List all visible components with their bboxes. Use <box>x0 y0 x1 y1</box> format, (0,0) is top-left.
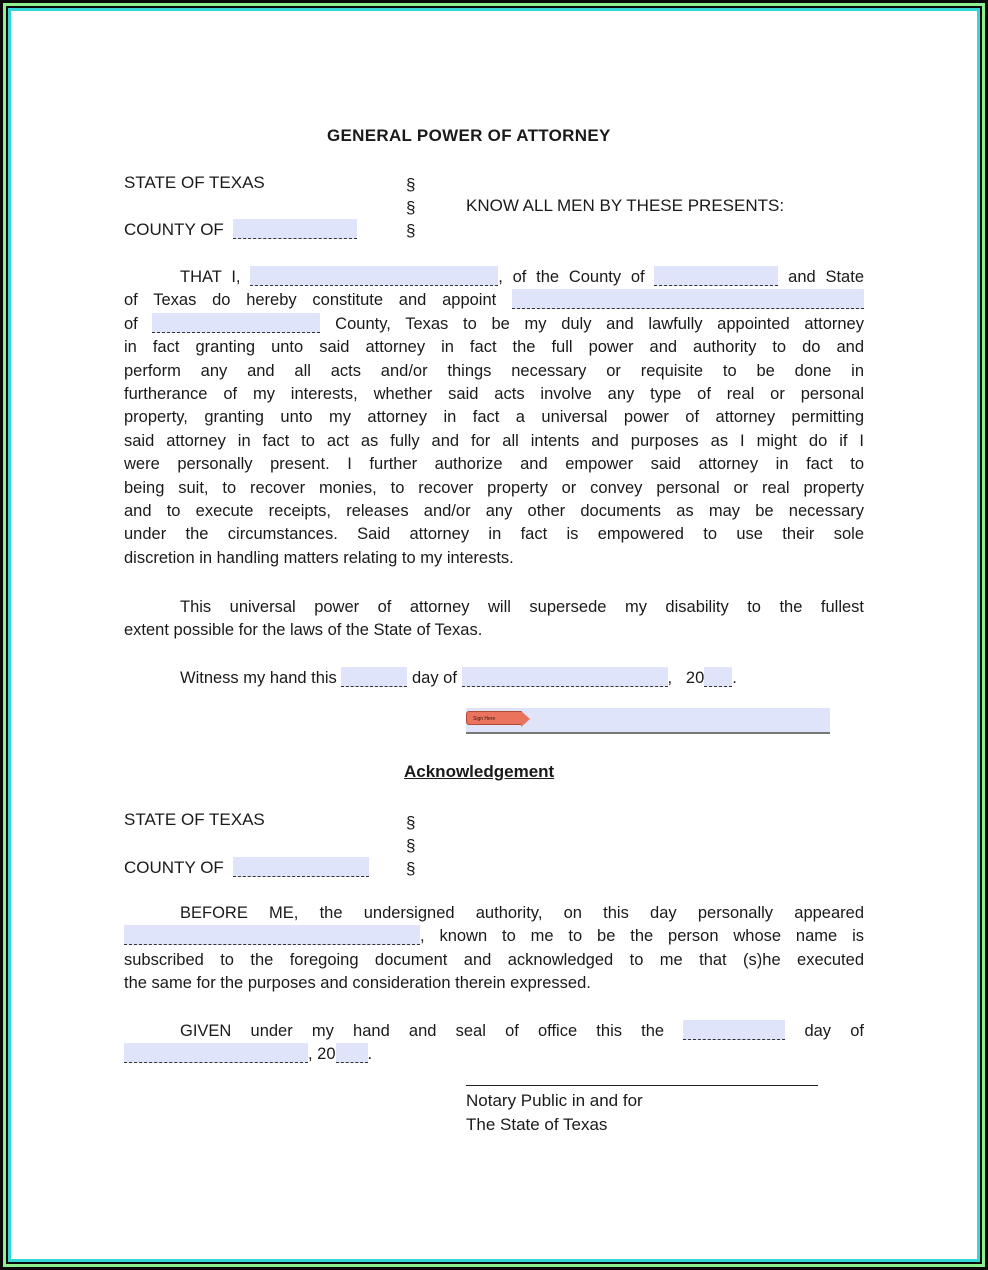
county-field[interactable] <box>233 219 357 239</box>
period: . <box>732 669 737 687</box>
disability-line-2: extent possible for the laws of the State of Texas. <box>124 621 483 640</box>
of-county-text: , of the County of <box>498 268 645 286</box>
witness-year-field[interactable] <box>704 667 732 687</box>
notary-line-2: The State of Texas <box>466 1115 608 1134</box>
witness-line <box>180 667 737 688</box>
and-state-text: and State <box>788 268 864 286</box>
section-symbol: § <box>406 221 416 240</box>
given-paragraph <box>124 1020 864 1067</box>
ack-county-label <box>124 857 369 878</box>
day-of-text: day of <box>412 669 457 687</box>
given-year-prefix: , 20 <box>308 1045 336 1064</box>
section-symbol: § <box>406 813 416 832</box>
county-label-text: COUNTY OF <box>124 220 224 239</box>
grant-line: discretion in handling matters relating to my interests. <box>124 548 514 567</box>
grant-line: being suit, to recover monies, to recover property or convey personal or real property <box>124 478 864 497</box>
of-text: of <box>124 314 138 333</box>
grantor-name-field[interactable] <box>250 266 498 286</box>
appoint-text: of Texas do hereby constitute and appoint <box>124 291 497 310</box>
before-line-2 <box>124 925 864 948</box>
section-symbol: § <box>406 836 416 855</box>
grant-line: and to execute receipts, releases and/or any other documents as may be necessary <box>124 502 864 521</box>
before-line-3: subscribed to the foregoing document and acknowledged to me that (s)he executed <box>124 950 864 969</box>
ack-county-text: COUNTY OF <box>124 858 224 877</box>
before-me-text: BEFORE ME, the undersigned authority, on this day personally appeared <box>180 904 864 922</box>
ack-county-field[interactable] <box>233 857 369 877</box>
given-period: . <box>367 1045 373 1064</box>
disability-paragraph <box>124 596 864 643</box>
state-label: STATE OF TEXAS <box>124 173 265 192</box>
section-symbol: § <box>406 198 416 217</box>
grant-paragraph <box>124 266 864 570</box>
appeared-name-field[interactable] <box>124 925 420 945</box>
notary-signature-line <box>466 1085 818 1086</box>
attorney-county-field[interactable] <box>152 313 320 333</box>
county-texas-text: County, Texas to be my duly and lawfully appointed attorney <box>335 314 864 333</box>
disability-line-1 <box>124 596 864 619</box>
comma: , <box>667 669 673 687</box>
section-symbol: § <box>406 175 416 194</box>
grant-line-1 <box>124 266 864 289</box>
given-day-field[interactable] <box>683 1020 785 1040</box>
grant-line: furtherance of my interests, whether said acts involve any type of real or personal <box>124 385 864 404</box>
given-line-2 <box>124 1043 864 1066</box>
grant-line: said attorney in fact to act as fully and for all intents and purposes as I might do if I <box>124 431 864 450</box>
county-label <box>124 219 357 240</box>
acknowledgement-heading: Acknowledgement <box>404 762 555 781</box>
before-line-1 <box>124 902 864 925</box>
know-all-men: KNOW ALL MEN BY THESE PRESENTS: <box>466 196 785 215</box>
witness-text: Witness my hand this <box>180 669 337 687</box>
ack-state-label: STATE OF TEXAS <box>124 810 265 829</box>
given-line-1 <box>124 1020 864 1043</box>
known-to-me-text: , known to me to be the person whose name is <box>420 927 864 946</box>
witness-month-field[interactable] <box>462 667 668 687</box>
grant-line: in fact granting unto said attorney in fact the full power and authority to do and <box>124 338 864 357</box>
given-month-field[interactable] <box>124 1043 308 1063</box>
grant-line-3 <box>124 313 864 336</box>
before-me-paragraph <box>124 902 864 996</box>
disability-text: This universal power of attorney will supersede my disability to the fullest <box>180 598 864 616</box>
before-line-4: the same for the purposes and consideration therein expressed. <box>124 974 591 993</box>
given-year-field[interactable] <box>336 1043 368 1063</box>
that-i-text: THAT I, <box>180 268 241 286</box>
sign-here-tag[interactable]: Sign Here <box>466 711 522 725</box>
witness-day-field[interactable] <box>341 667 407 687</box>
grantor-county-field[interactable] <box>654 266 778 286</box>
section-symbol: § <box>406 859 416 878</box>
grant-line: under the circumstances. Said attorney in fact is empowered to use their sole <box>124 525 864 544</box>
grant-line: property, granting unto my attorney in fact a universal power of attorney permitting <box>124 408 864 427</box>
signature-field[interactable] <box>466 708 830 734</box>
given-text: GIVEN under my hand and seal of office this the <box>180 1022 665 1040</box>
grant-line: perform any and all acts and/or things necessary or requisite to be done in <box>124 361 864 380</box>
grant-line: were personally present. I further authorize and empower said attorney in fact to <box>124 455 864 474</box>
document-title: GENERAL POWER OF ATTORNEY <box>327 126 611 145</box>
notary-line-1: Notary Public in and for <box>466 1091 643 1110</box>
grant-line-2 <box>124 289 864 312</box>
attorney-name-field[interactable] <box>512 289 864 309</box>
given-day-of-text: day of <box>804 1022 864 1040</box>
year-prefix: 20 <box>685 669 705 687</box>
